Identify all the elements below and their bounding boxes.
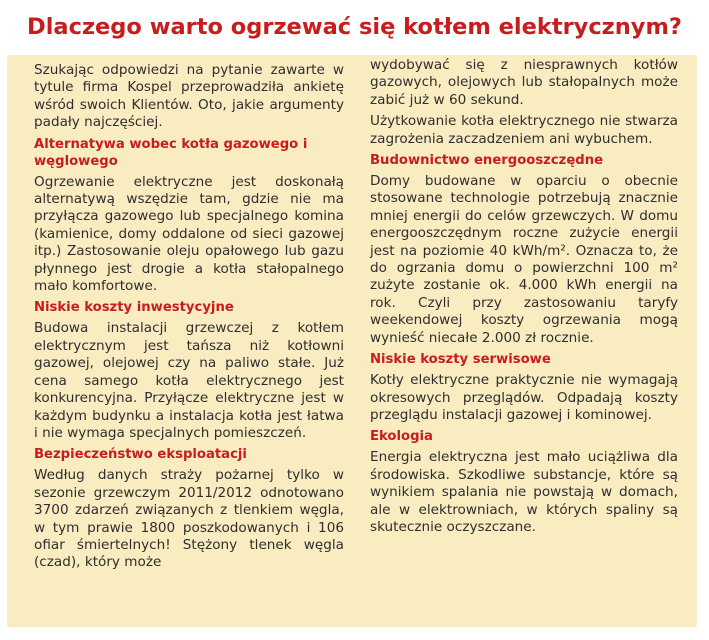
article-box bbox=[7, 55, 697, 627]
section-heading-alternative: Alternatywa wobec kotła gazowego i węglowego bbox=[34, 136, 308, 169]
right-column bbox=[370, 57, 678, 540]
section-text-investment-costs: Budowa instalacji grzewczej z kotłem elektrycznym jest tańsza niż kotłowni gazowej, olejowej czy na paliwo stałe. Już cena samego kotła elektrycznego jest konkurencyjna. Przyłącze elektryczne jest w każdym budynku a instalacja kotła jest łatwa i nie wymaga specjalnych pomieszczeń. bbox=[34, 320, 344, 441]
section-text-alternative: Ogrzewanie elektryczne jest doskonałą alternatywą wszędzie tam, gdzie nie ma przyłącza gazowego lub specjalnego komina (kamienice, domy oddalone od sieci gazowej itp.) Zastosowanie oleju opałowego lub gazu płynnego jest drogie a kotła stałopalnego mało komfortowe. bbox=[34, 173, 344, 295]
safety-continued-text: wydobywać się z niesprawnych kotłów gazowych, olejowych lub stałopalnych może zabić już w 60 sekund. bbox=[370, 57, 678, 108]
section-text-safety: Według danych straży pożarnej tylko w sezonie grzewczym 2011/2012 odnotowano 3700 zdarzeń związanych z tlenkiem węgla, w tym prawie 1800 poszkodowanych i 106 ofiar śmiertelnych! Stężony tlenek węgla (czad), który może bbox=[34, 467, 344, 571]
section-text-ecology: Energia elektryczna jest mało uciążliwa dla środowiska. Szkodliwe substancje, które są wynikiem spalania nie powstają w domach, ale w elektrowniach, w których spaliny są skutecznie oczyszczane. bbox=[370, 449, 678, 535]
section-heading-investment-costs: Niskie koszty inwestycyjne bbox=[34, 300, 234, 316]
section-heading-safety: Bezpieczeństwo eksploatacji bbox=[34, 447, 247, 463]
section-heading-ecology: Ekologia bbox=[370, 429, 433, 445]
article-title: Dlaczego warto ogrzewać się kotłem elektrycznym? bbox=[27, 14, 682, 40]
left-column bbox=[34, 62, 344, 576]
section-text-service-costs: Kotły elektryczne praktycznie nie wymagają okresowych przeglądów. Odpadają koszty przeglądu instalacji gazowej i kominowej. bbox=[370, 372, 678, 423]
intro-paragraph: Szukając odpowiedzi na pytanie zawarte w tytule firma Kospel przeprowadziła ankietę wśród swoich Klientów. Oto, jakie argumenty padały najczęściej. bbox=[34, 62, 344, 131]
section-heading-service-costs: Niskie koszty serwisowe bbox=[370, 352, 551, 368]
section-heading-energy-efficient: Budownictwo energooszczędne bbox=[370, 153, 604, 169]
safety-summary-text: Użytkowanie kotła elektrycznego nie stwarza zagrożenia zaczadzeniem ani wybuchem. bbox=[370, 113, 678, 147]
section-text-energy-efficient: Domy budowane w oparciu o obecnie stosowane technologie potrzebują znacznie mniej energii do celów grzewczych. W domu energooszczędnym roczne zużycie energii jest na poziomie 40 kWh/m². Oznacza to, że do ogrzania domu o powierzchni 100 m² zużyte zostanie ok. 4.000 kWh energii na rok. Czyli przy zastosowaniu taryfy weekendowej koszty ogrzewania mogą wynieść niecałe 2.000 zł rocznie. bbox=[370, 173, 678, 346]
